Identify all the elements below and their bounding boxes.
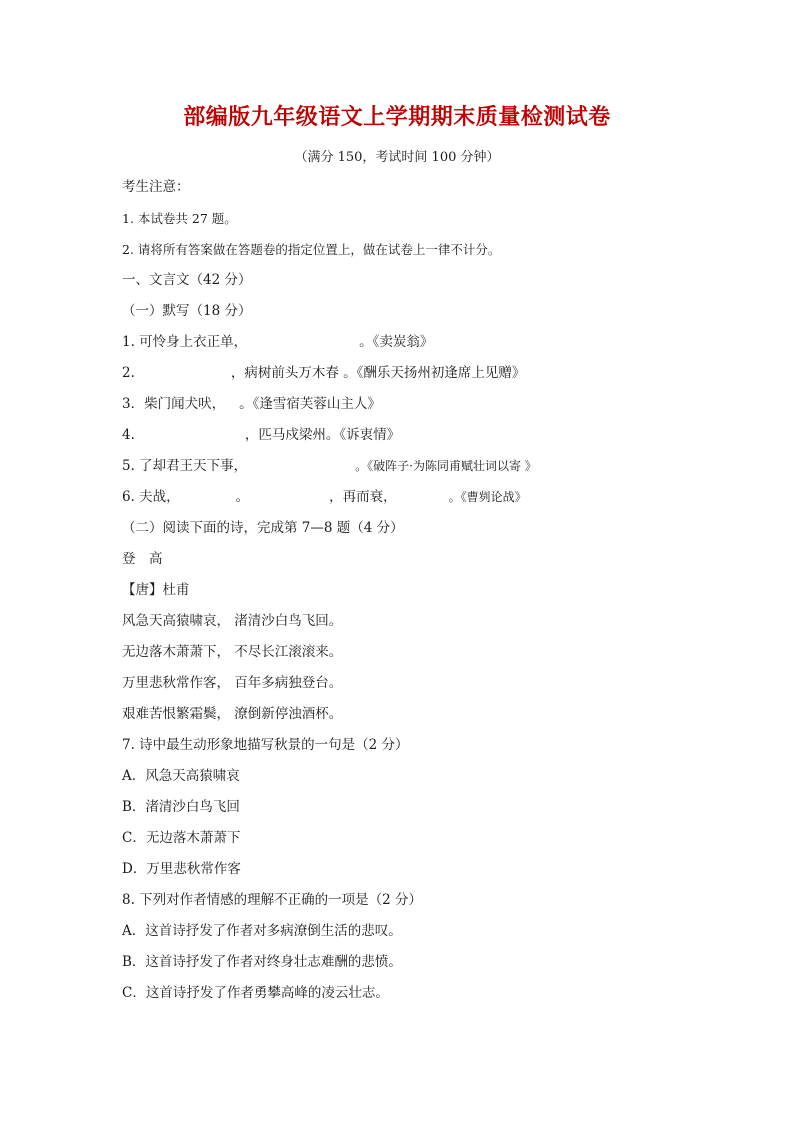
question-8-stem: 8. 下列对作者情感的理解不正确的一项是（2 分） (122, 892, 423, 908)
exam-content (122, 172, 682, 1009)
section-heading: 一、文言文（42 分） (122, 272, 252, 288)
question-8-option-b: B．这首诗抒发了作者对终身壮志难酬的悲愤。 (122, 954, 402, 970)
question-text: 。《逢雪宿芙蓉山主人》 (239, 396, 381, 412)
subsection-heading: （一）默写（18 分） (122, 303, 252, 319)
exam-title: 部编版九年级语文上学期期末质量检测试卷 (183, 105, 611, 130)
question-8-option-a: A．这首诗抒发了作者对多病潦倒生活的悲叹。 (122, 923, 402, 939)
question-5 (122, 451, 682, 482)
notice-item: 1. 本试卷共 27 题。 (122, 211, 237, 226)
question-text: 4. (122, 427, 135, 443)
question-text: ，匹马戍梁州。《诉衷情》 (244, 427, 401, 443)
question-7-option-c: C．无边落木萧萧下 (122, 830, 241, 846)
question-text: 。 (235, 489, 250, 505)
question-1 (122, 327, 682, 358)
question-6 (122, 482, 682, 513)
notice-item: 2. 请将所有答案做在答题卷的指定位置上，做在试卷上一律不计分。 (122, 242, 501, 257)
question-7-option-a: A．风急天高猿啸哀 (122, 768, 240, 784)
poem-line: 艰难苦恨繁霜鬓， 潦倒新停浊酒杯。 (122, 706, 343, 722)
question-7-stem: 7. 诗中最生动形象地描写秋景的一句是（2 分） (122, 737, 409, 753)
question-text: 1. 可怜身上衣正单， (122, 334, 248, 350)
question-text: 5. 了却君王天下事， (122, 458, 248, 474)
poem-line: 风急天高猿啸哀， 渚清沙白鸟飞回。 (122, 613, 343, 629)
exam-subtitle: （满分 150，考试时间 100 分钟） (294, 150, 500, 165)
question-text: 6. 夫战， (122, 489, 180, 505)
question-text: ，再而衰， (329, 489, 397, 505)
subsection-heading: （二）阅读下面的诗，完成第 7—8 题（4 分） (122, 520, 404, 536)
poem-line: 无边落木萧萧下， 不尽长江滚滚来。 (122, 644, 343, 660)
question-2 (122, 358, 682, 389)
poem-author: 【唐】杜甫 (122, 582, 190, 598)
question-8-option-c: C．这首诗抒发了作者勇攀高峰的凌云壮志。 (122, 985, 389, 1001)
question-3 (122, 389, 682, 420)
poem-title: 登 高 (122, 551, 163, 567)
poem-line: 万里悲秋常作客， 百年多病独登台。 (122, 675, 343, 691)
question-7-option-b: B．渚清沙白鸟飞回 (122, 799, 240, 815)
question-text: 。《破阵子·为陈同甫赋壮词以寄 》 (355, 459, 537, 473)
question-text: 。《曹刿论战》 (448, 490, 527, 504)
notice-heading: 考生注意： (122, 179, 190, 195)
question-text: 2. (122, 365, 135, 381)
question-4 (122, 420, 682, 451)
question-text: 3．柴门闻犬吠， (122, 396, 226, 412)
question-7-option-d: D．万里悲秋常作客 (122, 861, 241, 877)
question-text: ，病树前头万木春 。《酬乐天扬州初逢席上见赠》 (230, 365, 526, 381)
question-text: 。《卖炭翁》 (359, 334, 434, 350)
